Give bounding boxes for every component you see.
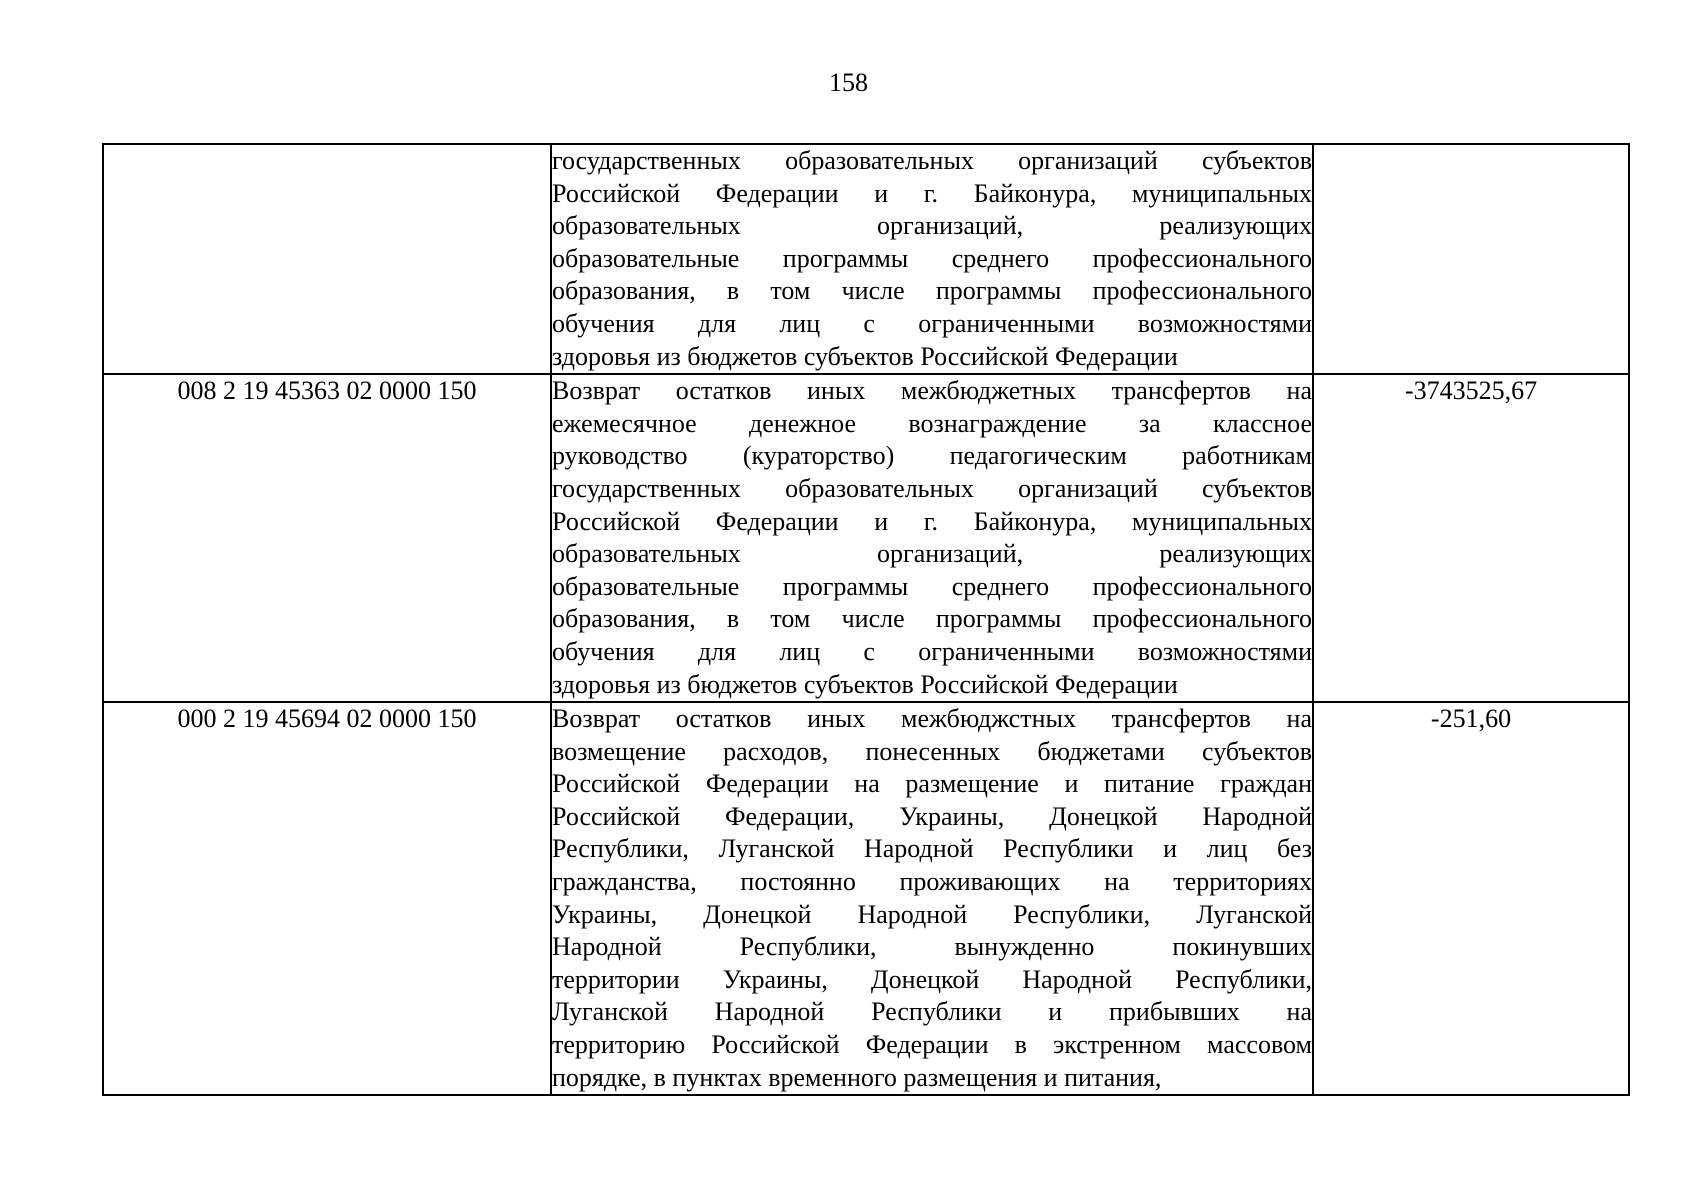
amount-cell: -3743525,67 (1313, 374, 1629, 702)
description-line: Луганской Народной Республики и прибывших на (552, 997, 1312, 1027)
description-line: Российской Федерации, Украины, Донецкой Народной (552, 801, 1312, 831)
budget-code-cell (103, 144, 551, 374)
description-line: Российской Федерации на размещение и питание граждан (552, 769, 1312, 799)
description-cell (551, 374, 1313, 702)
description-line: территории Украины, Донецкой Народной Республики, (552, 964, 1312, 994)
description-line: образования, в том числе программы профессионального (552, 276, 1312, 306)
description-line: государственных образовательных организаций субъектов (552, 473, 1312, 503)
description-line: Российской Федерации и г. Байконура, муниципальных (552, 178, 1312, 208)
description-line: здоровья из бюджетов субъектов Российской Федерации (552, 341, 1178, 371)
table-row (103, 374, 1629, 702)
description-line: Республики, Луганской Народной Республики и лиц без (552, 834, 1312, 864)
description-line: обучения для лиц с ограниченными возможностями (552, 636, 1312, 666)
description-line: порядке, в пунктах временного размещения и питания, (552, 1062, 1162, 1092)
description-line: Народной Республики, вынужденно покинувших (552, 932, 1312, 962)
budget-table (102, 143, 1630, 1096)
description-line: гражданства, постоянно проживающих на территориях (552, 867, 1312, 897)
table-row (103, 702, 1629, 1095)
description-cell (551, 144, 1313, 374)
table-row (103, 144, 1629, 374)
description-line: Возврат остатков иных межбюджетных трансфертов на (552, 376, 1312, 406)
budget-code-cell: 000 2 19 45694 02 0000 150 (103, 702, 551, 1095)
description-line: государственных образовательных организаций субъектов (552, 146, 1312, 175)
description-cell (551, 702, 1313, 1095)
amount-cell (1313, 144, 1629, 374)
description-line: образовательных организаций, реализующих (552, 539, 1312, 569)
description-line: образовательных организаций, реализующих (552, 211, 1312, 241)
description-line: возмещение расходов, понесенных бюджетами субъектов (552, 736, 1312, 766)
description-line: здоровья из бюджетов субъектов Российской Федерации (552, 669, 1178, 699)
page-number: 158 (829, 68, 868, 97)
budget-code-cell: 008 2 19 45363 02 0000 150 (103, 374, 551, 702)
amount-cell: -251,60 (1313, 702, 1629, 1095)
description-line: ежемесячное денежное вознаграждение за классное (552, 408, 1312, 438)
description-line: Возврат остатков иных межбюджстных трансфертов на (552, 704, 1312, 734)
description-line: Украины, Донецкой Народной Республики, Луганской (552, 899, 1312, 929)
description-line: обучения для лиц с ограниченными возможностями (552, 308, 1312, 338)
description-line: территорию Российской Федерации в экстренном массовом (552, 1030, 1312, 1060)
description-line: образования, в том числе программы профессионального (552, 604, 1312, 634)
description-line: руководство (кураторство) педагогическим работникам (552, 441, 1312, 471)
description-line: образовательные программы среднего профессионального (552, 571, 1312, 601)
description-line: Российской Федерации и г. Байконура, муниципальных (552, 506, 1312, 536)
table-body (103, 144, 1629, 1095)
description-line: образовательные программы среднего профессионального (552, 243, 1312, 273)
